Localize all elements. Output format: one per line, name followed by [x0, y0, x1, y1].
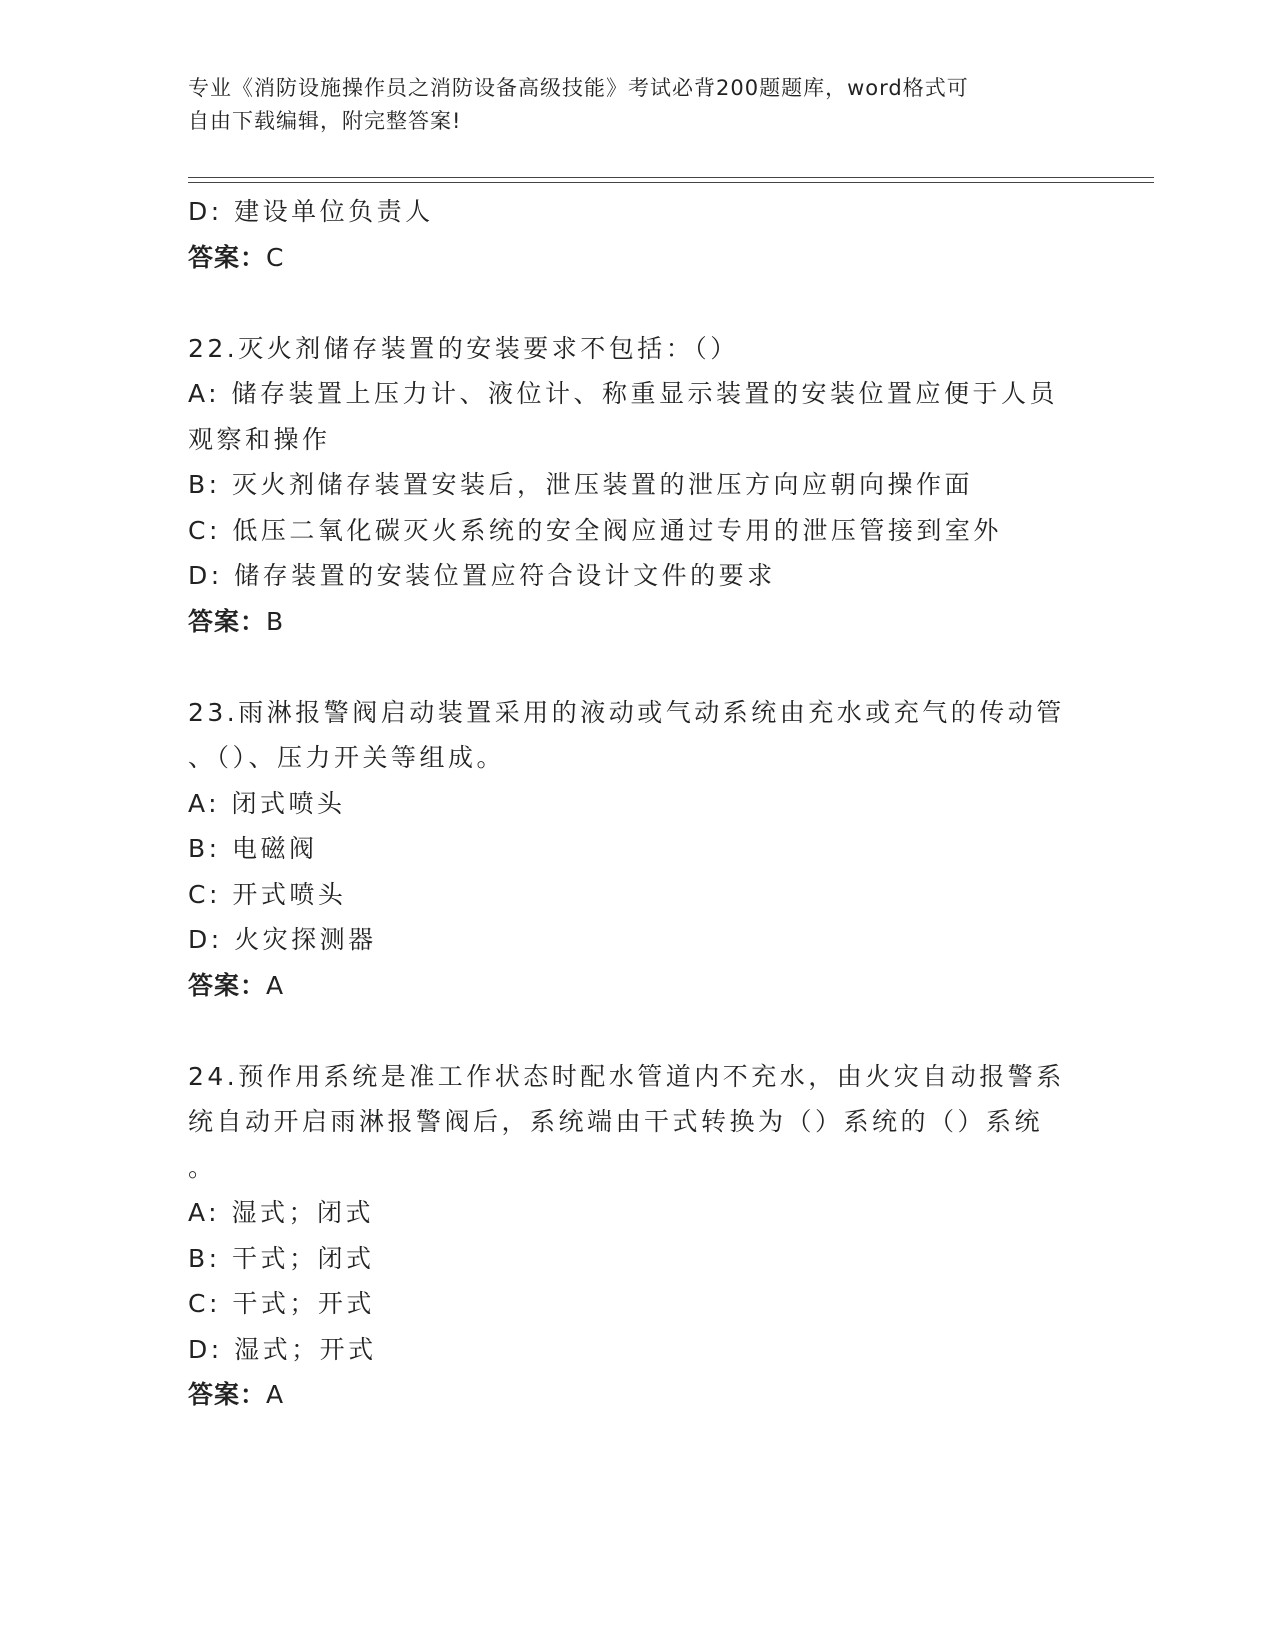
- header-divider-bottom: [188, 182, 1154, 183]
- header-line-2: 自由下载编辑，附完整答案!: [188, 109, 462, 133]
- option-d: D: 储存装置的安装位置应符合设计文件的要求: [188, 561, 776, 590]
- option-c: C: 低压二氧化碳灭火系统的安全阀应通过专用的泄压管接到室外: [188, 515, 1002, 545]
- option-a: A: 储存装置上压力计、液位计、称重显示装置的安装位置应便于人员: [188, 379, 1059, 408]
- answer-line: [188, 963, 1088, 1009]
- spacer: [188, 644, 1088, 690]
- header-divider-top: [188, 177, 1154, 178]
- option-b: B: 电磁阀: [188, 834, 318, 863]
- option-b: B: 干式；闭式: [188, 1243, 375, 1273]
- answer-label: 答案：: [188, 242, 267, 272]
- answer-value: C: [266, 242, 285, 272]
- option-d: D: 建设单位负责人: [188, 197, 434, 226]
- spacer: [188, 280, 1088, 326]
- answer-label: 答案：: [188, 1380, 267, 1409]
- option-c: C: 干式；开式: [188, 1289, 375, 1318]
- option-c: C: 开式喷头: [188, 879, 347, 909]
- question-23: [188, 690, 1088, 1009]
- answer-label: 答案：: [188, 970, 267, 1000]
- option-a: A: 闭式喷头: [188, 788, 346, 818]
- document-header: [188, 72, 1068, 138]
- question-21-tail: [188, 189, 1088, 280]
- answer-label: 答案：: [188, 606, 267, 636]
- question-list: [188, 189, 1088, 1418]
- question-stem-continued: 统自动开启雨淋报警阀后，系统端由干式转换为（）系统的（）系统: [188, 1107, 1044, 1136]
- option-d: D: 湿式；开式: [188, 1334, 377, 1364]
- option-a: A: 湿式；闭式: [188, 1198, 375, 1227]
- question-stem: 22.灭火剂储存装置的安装要求不包括：（）: [188, 333, 739, 363]
- question-22: [188, 326, 1088, 645]
- answer-line: [188, 235, 1088, 281]
- question-24: [188, 1054, 1088, 1418]
- answer-value: B: [266, 606, 285, 636]
- option-a-continued: 观察和操作: [188, 424, 331, 454]
- header-line-1: 专业《消防设施操作员之消防设备高级技能》考试必背200题题库，word格式可: [188, 76, 969, 100]
- answer-value: A: [266, 970, 285, 1000]
- option-b: B: 灭火剂储存装置安装后，泄压装置的泄压方向应朝向操作面: [188, 470, 974, 499]
- answer-line: [188, 1372, 1088, 1418]
- question-stem-end: 。: [188, 1152, 217, 1182]
- question-stem: 23.雨淋报警阀启动装置采用的液动或气动系统由充水或充气的传动管: [188, 697, 1065, 727]
- question-stem: 24.预作用系统是准工作状态时配水管道内不充水，由火灾自动报警系: [188, 1061, 1065, 1091]
- answer-line: [188, 599, 1088, 645]
- answer-value: A: [266, 1380, 285, 1409]
- option-d: D: 火灾探测器: [188, 925, 377, 954]
- spacer: [188, 1008, 1088, 1054]
- question-stem-continued: 、（）、压力开关等组成。: [188, 743, 506, 772]
